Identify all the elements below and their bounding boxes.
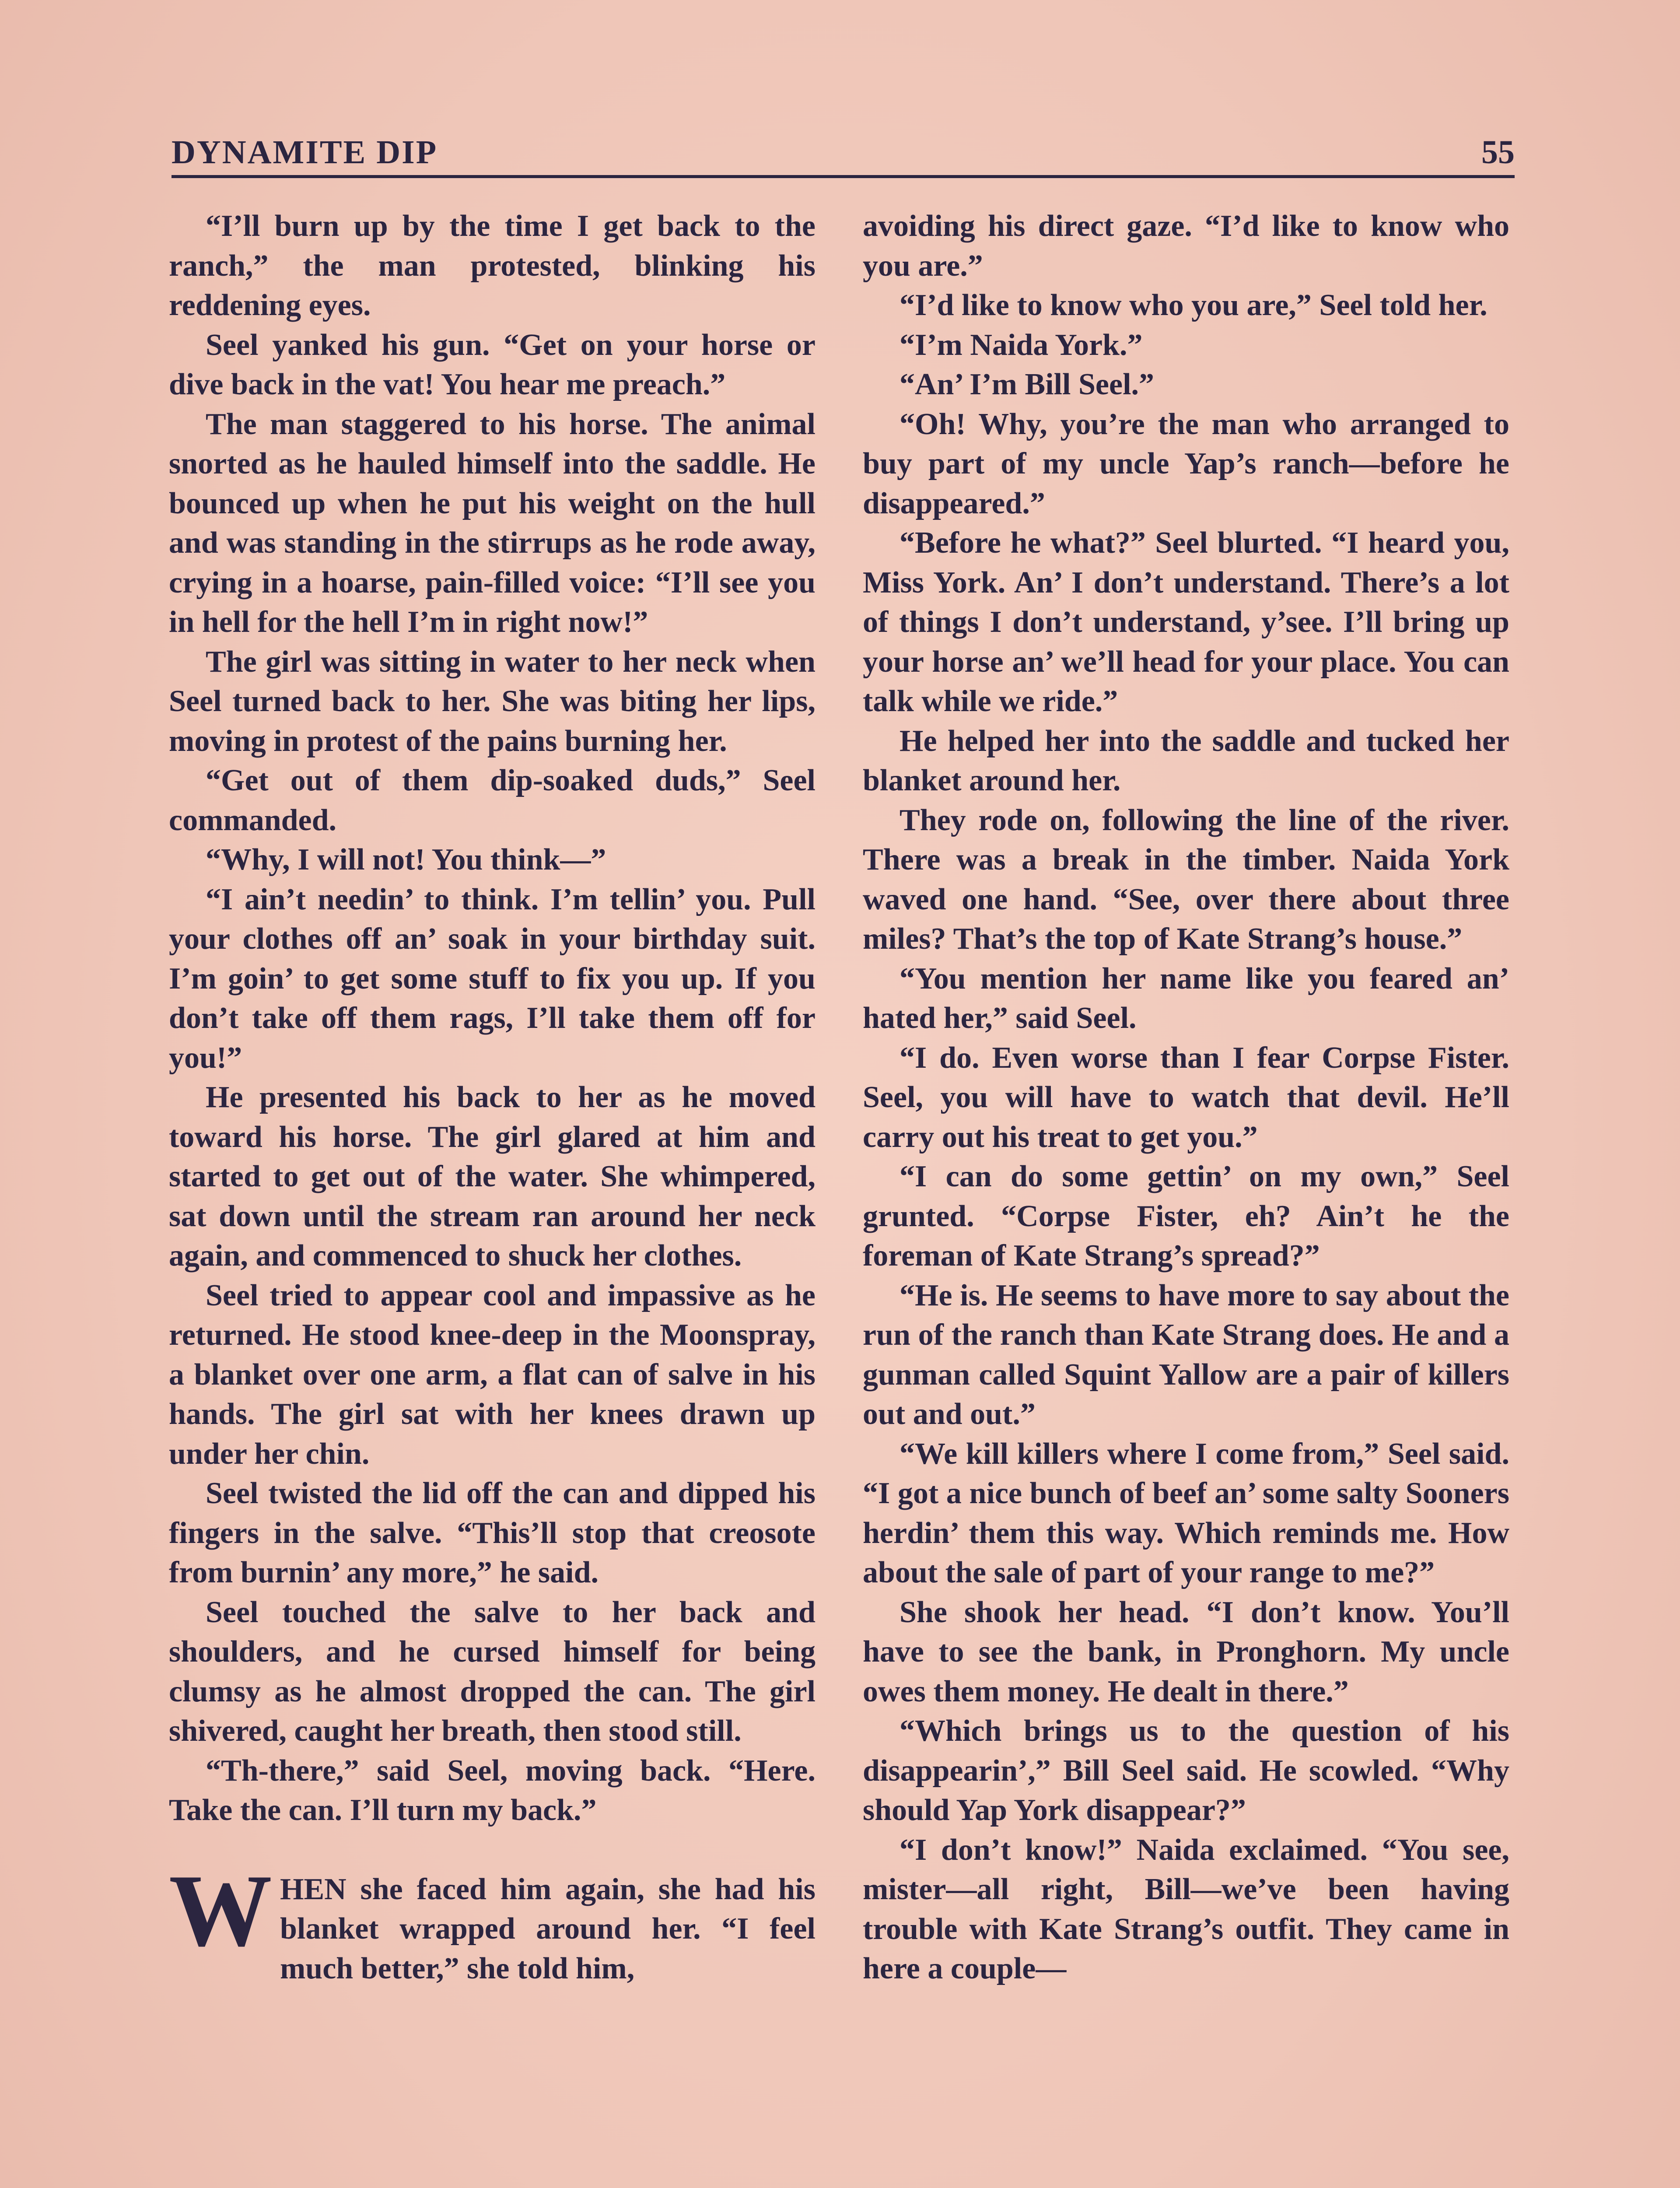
paragraph: The girl was sitting in water to her neck when Seel turned back to her. She was biting her lips, moving in protest of the pains burning her. xyxy=(169,645,816,758)
paragraph: “Oh! Why, you’re the man who arranged to buy part of my uncle Yap’s ranch—before he disappeared.” xyxy=(863,407,1509,520)
paragraph: “I ain’t needin’ to think. I’m tellin’ you. Pull your clothes off an’ soak in your birthday suit. I’m goin’ to get some stuff to fix you up. If you don’t take off them rags, I’ll take them off for you!” xyxy=(169,882,816,1075)
paragraph: “We kill killers where I come from,” Seel said. “I got a nice bunch of beef an’ some salty Sooners herdin’ them this way. Which reminds me. How about the sale of part of your range to me?” xyxy=(863,1437,1509,1589)
paragraph: “I’m Naida York.” xyxy=(900,328,1143,362)
dropcap-paragraph-text: HEN she faced him again, she had his blanket wrapped around her. “I feel much better,” she told him, xyxy=(280,1872,816,1985)
paragraph: “He is. He seems to have more to say about the run of the ranch than Kate Strang does. He and a gunman called Squint Yallow are a pair of killers out and out.” xyxy=(863,1278,1509,1431)
drop-cap: W xyxy=(169,1853,272,1968)
running-title: DYNAMITE DIP xyxy=(172,134,438,171)
paragraph: “Get out of them dip-soaked duds,” Seel commanded. xyxy=(169,764,816,837)
paragraph: They rode on, following the line of the river. There was a break in the timber. Naida York waved one hand. “See, over there about three miles? That’s the top of Kate Strang’s house.” xyxy=(863,803,1509,956)
left-column xyxy=(169,207,816,2188)
paragraph: Seel twisted the lid off the can and dipped his fingers in the salve. “This’ll stop that creosote from burnin’ any more,” he said. xyxy=(169,1476,816,1589)
paragraph: “You mention her name like you feared an’ hated her,” said Seel. xyxy=(863,961,1509,1035)
paragraph: The man staggered to his horse. The animal snorted as he hauled himself into the saddle. He bounced up when he put his weight on the hull and was standing in the stirrups as he rode away, crying in a hoarse, pain-filled voice: “I’ll see you in hell for the hell I’m in right now!” xyxy=(169,407,816,639)
paragraph: Seel touched the salve to her back and shoulders, and he cursed himself for being clumsy as he almost dropped the can. The girl shivered, caught her breath, then stood still. xyxy=(169,1595,816,1748)
paragraph: “Which brings us to the question of his disappearin’,” Bill Seel said. He scowled. “Why should Yap York disappear?” xyxy=(863,1714,1509,1827)
running-header xyxy=(172,127,1515,178)
paragraph: “I don’t know!” Naida exclaimed. “You see, mister—all right, Bill—we’ve been having trouble with Kate Strang’s outfit. They came in here a couple— xyxy=(863,1833,1509,1985)
paragraph: Seel yanked his gun. “Get on your horse or dive back in the vat! You hear me preach.” xyxy=(169,328,816,401)
continued-paragraph: avoiding his direct gaze. “I’d like to know who you are.” xyxy=(863,209,1509,283)
paragraph: Seel tried to appear cool and impassive as he returned. He stood knee-deep in the Moonspray, a blanket over one arm, a flat can of salve in his hands. The girl sat with her knees drawn up under her chin. xyxy=(169,1278,816,1471)
paragraph: “Before he what?” Seel blurted. “I heard you, Miss York. An’ I don’t understand. There’s a lot of things I don’t understand, y’see. I’ll bring up your horse an’ we’ll head for your place. You can talk while we ride.” xyxy=(863,526,1509,718)
paragraph: “An’ I’m Bill Seel.” xyxy=(900,368,1155,401)
paragraph: “Th-there,” said Seel, moving back. “Here. Take the can. I’ll turn my back.” xyxy=(169,1753,816,1827)
paragraph: “I can do some gettin’ on my own,” Seel grunted. “Corpse Fister, eh? Ain’t he the foreman of Kate Strang’s spread?” xyxy=(863,1160,1509,1273)
paragraph: “Why, I will not! You think—” xyxy=(206,843,606,877)
paragraph: “I’ll burn up by the time I get back to the ranch,” the man protested, blinking his reddening eyes. xyxy=(169,209,816,322)
right-column xyxy=(863,207,1509,2188)
paragraph: He presented his back to her as he moved toward his horse. The girl glared at him and started to get out of the water. She whimpered, sat down until the stream ran around her neck again, and commenced to shuck her clothes. xyxy=(169,1080,816,1273)
page-number: 55 xyxy=(1481,134,1515,171)
paragraph: “I do. Even worse than I fear Corpse Fister. Seel, you will have to watch that devil. He’ll carry out his treat to get you.” xyxy=(863,1041,1509,1154)
dropcap-paragraph xyxy=(169,1853,816,1989)
paragraph: “I’d like to know who you are,” Seel told her. xyxy=(900,288,1488,322)
paragraph: He helped her into the saddle and tucked her blanket around her. xyxy=(863,724,1509,797)
paragraph: She shook her head. “I don’t know. You’ll have to see the bank, in Pronghorn. My uncle owes them money. He dealt in there.” xyxy=(863,1595,1509,1708)
